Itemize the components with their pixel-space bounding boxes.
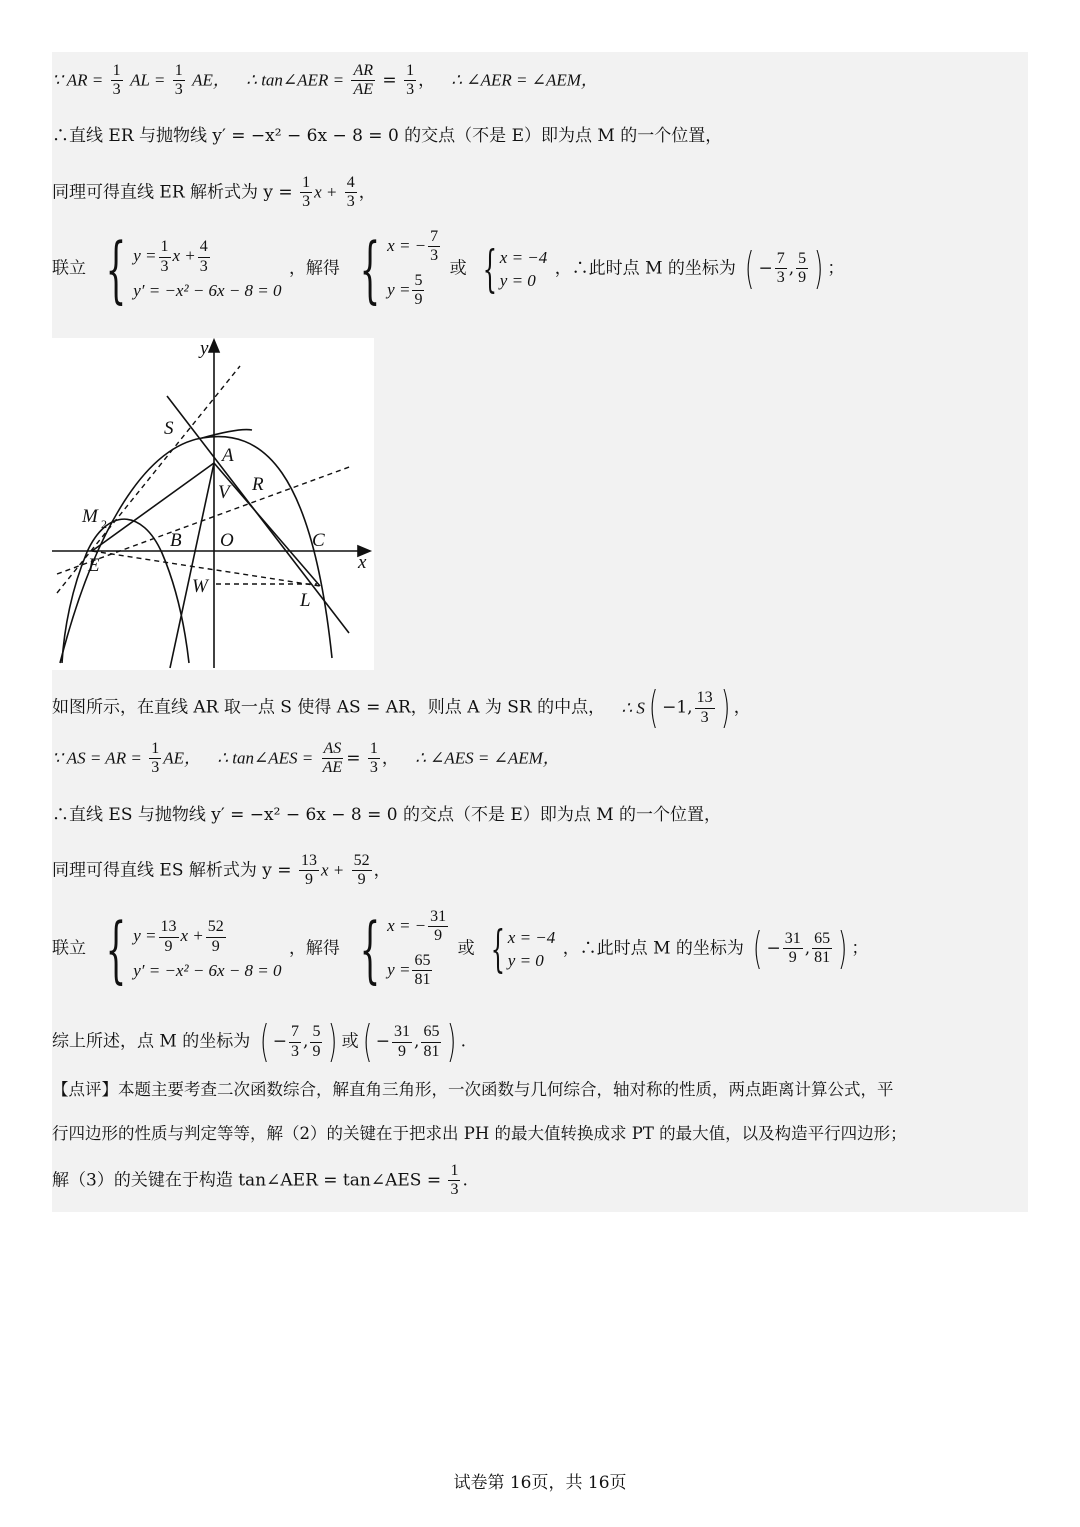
line-8: 同理可得直线 ES 解析式为 y = $\frac{13}{9}$ x + $\frac{52}{9}$ ，: [52, 852, 391, 889]
label-E: E: [88, 555, 100, 576]
label-y: y: [200, 338, 209, 359]
fraction: $\frac{1}{3}$: [302, 174, 311, 211]
label-M2: M: [82, 506, 98, 527]
comment-line-3: 解（3）的关键在于构造 tan∠AER = tan∠AES = $\frac{1}{3}$ .: [52, 1162, 468, 1199]
solution-system-2: { x = − $\frac{31}{9}$ y = $\frac{65}{81}$: [359, 906, 447, 991]
comment-line-2: 行四边形的性质与判定等等，解（2）的关键在于把求出 PH 的最大值转换成求 PT 的最大值，以及构造平行四边形；: [52, 1124, 907, 1143]
line-7: ∴直线 ES 与抛物线 y′ = −x² − 6x − 8 = 0 的交点（不是 E）即为点 M 的一个位置，: [52, 805, 722, 825]
fraction: $\frac{4}{3}$: [346, 174, 355, 211]
line-3: 同理可得直线 ER 解析式为 y = $\frac{1}{3}$ x + $\frac{4}{3}$ ，: [52, 174, 376, 211]
alt-solution-system-2: { x = −4 y = 0: [490, 919, 556, 978]
label-O: O: [220, 530, 234, 551]
label-V: V: [218, 482, 230, 503]
label-B: B: [170, 530, 182, 551]
geometry-figure: [52, 338, 374, 670]
comment-line-1: 【点评】本题主要考查二次函数综合，解直角三角形，一次函数与几何综合，轴对称的性质，两点距离计算公式，平: [52, 1080, 894, 1099]
label-S: S: [164, 418, 174, 439]
fraction: $\frac{1}{3}$: [406, 62, 415, 99]
fraction: $\frac{AR}{AE}$: [353, 62, 374, 99]
page-footer: 试卷第 16页，共 16页: [453, 1473, 627, 1493]
alt-solution-system: { x = −4 y = 0: [482, 239, 548, 298]
label-W: W: [192, 576, 208, 597]
fraction: $\frac{1}{3}$: [174, 62, 183, 99]
line-1: ∵ AR = $\frac{1}{3}$ AL = $\frac{1}{3}$ AE， ∴ tan∠AER = $\frac{AR}{AE}$ = $\frac{1}{3}$ ， ∴ ∠AER = ∠AEM，: [52, 62, 598, 99]
label-x: x: [358, 552, 367, 573]
equation-system-2: { y = $\frac{13}{9}$ x + $\frac{52}{9}$ y′ = −x² − 6x − 8 = 0: [106, 906, 282, 991]
fraction: $\frac{1}{3}$: [112, 62, 121, 99]
equation-system: { y = $\frac{1}{3}$ x + $\frac{4}{3}$ y′ = −x² − 6x − 8 = 0: [106, 226, 282, 311]
line-10-conclusion: 综上所述，点 M 的坐标为 ( − $\frac{7}{3}$ , $\frac{5}{9}$ ) 或( − $\frac{31}{9}$ , $\frac{65}{81}$ ) .: [52, 1016, 467, 1067]
line-4-system: 联立 { y = $\frac{1}{3}$ x + $\frac{4}{3}$ y′ = −x² − 6x − 8 = 0 ，解得 { x = − $\frac{7}{3}$ y = $\frac{5}{9}$ 或 { x = −4 y = 0 ，∴此时点 M 的坐标为 ( − $\frac{7}{3}$ , $\frac{5}{9}$ ) ；: [52, 226, 845, 311]
label-C: C: [312, 530, 325, 551]
label-M2-sub: 2: [101, 517, 107, 531]
label-L: L: [300, 590, 311, 611]
label-R: R: [252, 474, 264, 495]
label-A: A: [222, 445, 234, 466]
line-2: ∴直线 ER 与抛物线 y′ = −x² − 6x − 8 = 0 的交点（不是 E）即为点 M 的一个位置，: [52, 126, 723, 146]
solution-system: { x = − $\frac{7}{3}$ y = $\frac{5}{9}$: [359, 226, 439, 311]
line-5: 如图所示，在直线 AR 取一点 S 使得 AS = AR，则点 A 为 SR 的中点， ∴ S( −1, $\frac{13}{3}$ ) ，: [52, 682, 751, 733]
line-6: ∵ AS = AR = $\frac{1}{3}$ AE， ∴ tan∠AES = $\frac{AS}{AE}$ = $\frac{1}{3}$ ， ∴ ∠AES = ∠AEM，: [52, 740, 560, 777]
line-9-system: 联立 { y = $\frac{13}{9}$ x + $\frac{52}{9}$ y′ = −x² − 6x − 8 = 0 ，解得 { x = − $\frac{31}{9}$ y = $\frac{65}{81}$ 或 { x = −4 y = 0 ，∴此时点 M 的坐标为 ( − $\frac{31}{9}$ , $\frac{65}{81}$ ) ；: [52, 906, 869, 991]
